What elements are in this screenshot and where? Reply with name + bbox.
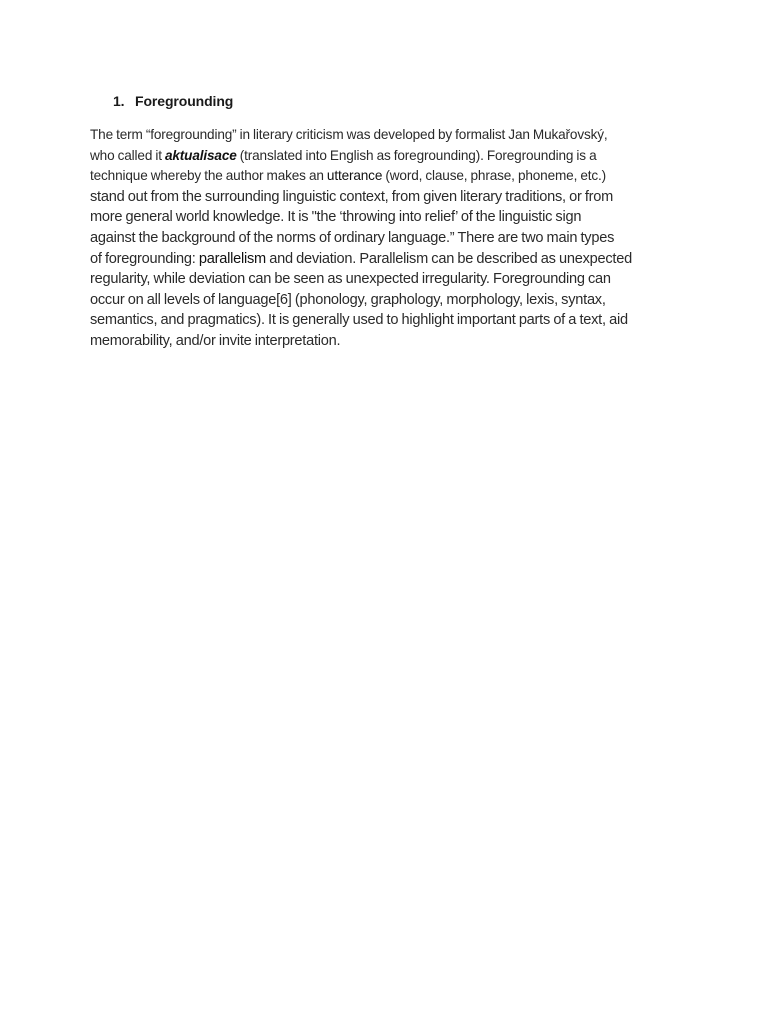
paragraph-line: memorability, and/or invite interpretation. — [90, 332, 341, 349]
body-paragraph — [90, 125, 690, 352]
linked-term: utterance — [326, 168, 383, 184]
paragraph-line: regularity, while deviation can be seen as unexpected irregularity. Foregrounding can — [90, 271, 611, 288]
text-run: and deviation. Parallelism can be described as unexpected — [265, 250, 632, 267]
paragraph-line: stand out from the surrounding linguistic context, from given literary traditions, or from — [90, 188, 614, 205]
paragraph-line: semantics, and pragmatics). It is generally used to highlight important parts of a text, aid — [90, 312, 628, 329]
section-number: 1. — [113, 93, 125, 109]
paragraph-line: occur on all levels of language[6] (phonology, graphology, morphology, lexis, syntax, — [90, 291, 606, 308]
emphasis-term: aktualisace — [164, 147, 237, 163]
paragraph-line — [90, 125, 690, 146]
paragraph-line: more general world knowledge. It is "the ‘throwing into relief’ of the linguistic sign — [90, 209, 582, 226]
linked-term: parallelism — [198, 250, 266, 267]
text-run: (word, clause, phrase, phoneme, etc.) — [382, 168, 607, 184]
paragraph-line — [90, 166, 690, 187]
paragraph-line — [90, 249, 690, 270]
text-run: technique whereby the author makes an — [90, 168, 327, 184]
text-run: who called it — [90, 147, 165, 163]
text-run: (translated into English as foregrounding). Foregrounding is a — [236, 147, 597, 163]
text-run: The term “foregrounding” in literary criticism was developed by formalist Jan Mukařovský, — [90, 127, 608, 142]
section-heading — [113, 93, 233, 109]
paragraph-line: against the background of the norms of ordinary language.” There are two main types — [90, 229, 615, 246]
text-run: of foregrounding: — [90, 250, 199, 267]
section-title: Foregrounding — [135, 93, 234, 109]
paragraph-line — [90, 146, 690, 167]
